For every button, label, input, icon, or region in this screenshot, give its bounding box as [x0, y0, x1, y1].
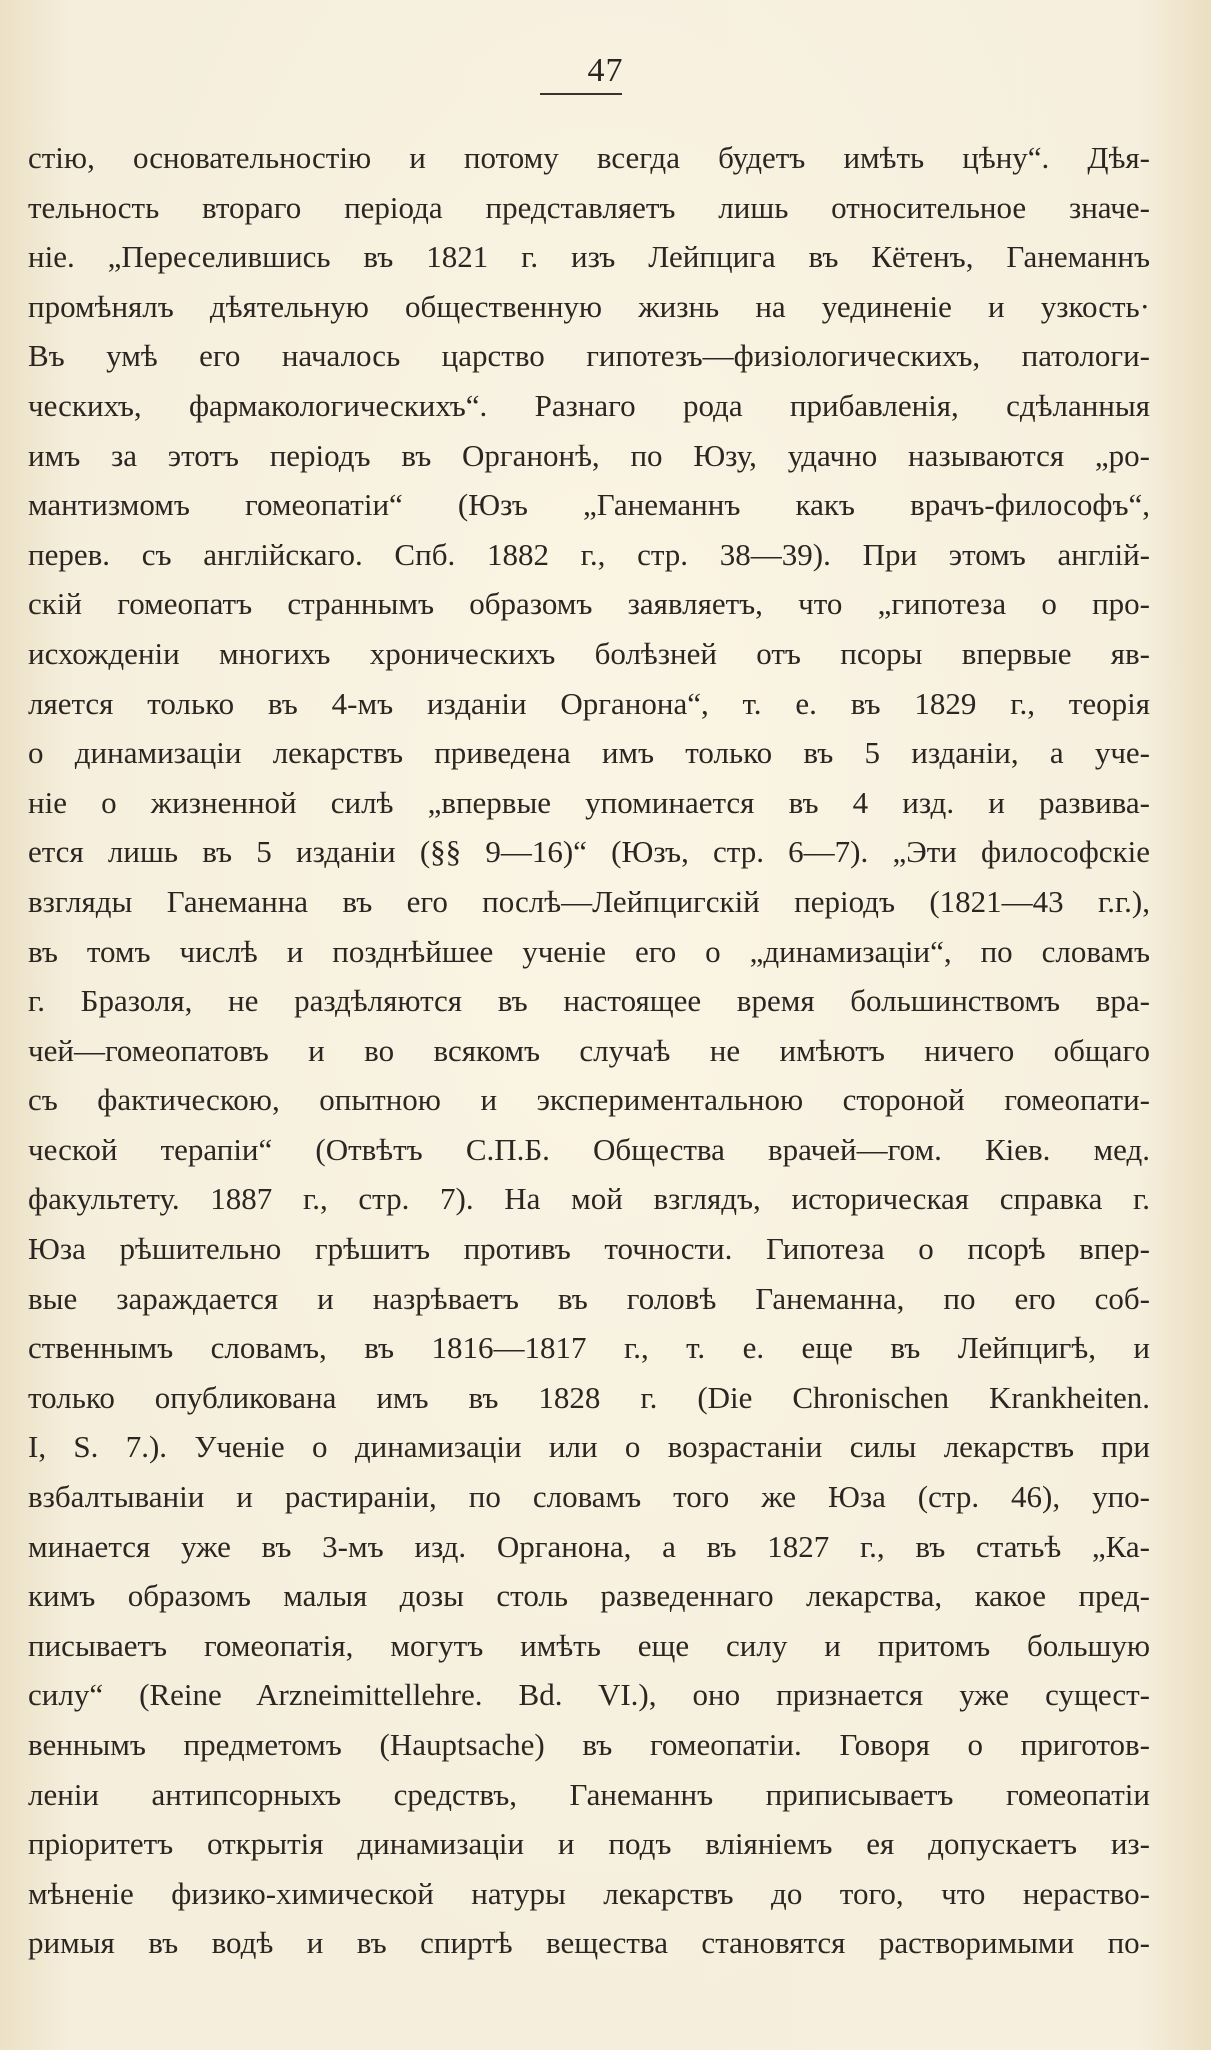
text-line: силу“ (Reine Arzneimittellehre. Bd. VI.), оно признается уже сущест-: [28, 1677, 1150, 1713]
text-line: имъ за этотъ періодъ въ Органонѣ, по Юзу, удачно называются „ро-: [28, 437, 1150, 473]
text-line: ляется только въ 4-мъ изданіи Органона“, т. е. въ 1829 г., теорія: [28, 685, 1150, 721]
text-line: тельность втораго періода представляетъ лишь относительное значе-: [28, 189, 1150, 225]
text-line: г. Бразоля, не раздѣляются въ настоящее время большинствомъ вра-: [28, 983, 1150, 1019]
text-line: скій гомеопатъ страннымъ образомъ заявляетъ, что „гипотеза о про-: [28, 586, 1150, 622]
text-line: въ томъ числѣ и позднѣйшее ученіе его о „динамизаціи“, по словамъ: [28, 933, 1150, 969]
text-line: съ фактическою, опытною и экспериментальною стороной гомеопати-: [28, 1082, 1150, 1118]
text-line: промѣнялъ дѣятельную общественную жизнь на уединеніе и узкость·: [28, 288, 1150, 324]
text-line: ческихъ, фармакологическихъ“. Разнаго рода прибавленія, сдѣланныя: [28, 387, 1150, 423]
text-line: Юза рѣшительно грѣшитъ противъ точности. Гипотеза о псорѣ впер-: [28, 1231, 1150, 1267]
text-line: исхожденіи многихъ хроническихъ болѣзней отъ псоры впервые яв-: [28, 635, 1150, 671]
text-line: минается уже въ 3-мъ изд. Органона, а въ 1827 г., въ статьѣ „Ка-: [28, 1528, 1150, 1564]
text-line: вые зараждается и назрѣваетъ въ головѣ Ганеманна, по его соб-: [28, 1280, 1150, 1316]
text-line: взбалтываніи и растираніи, по словамъ того же Юза (стр. 46), упо-: [28, 1479, 1150, 1515]
text-line: ственнымъ словамъ, въ 1816—1817 г., т. е. еще въ Лейпцигѣ, и: [28, 1330, 1150, 1366]
text-line: римыя въ водѣ и въ спиртѣ вещества становятся растворимыми по-: [28, 1925, 1150, 1961]
text-line: стію, основательностію и потому всегда будетъ имѣть цѣну“. Дѣя-: [28, 140, 1150, 175]
page-number-rule: [540, 93, 622, 95]
text-line: мантизмомъ гомеопатіи“ (Юзъ „Ганеманнъ какъ врачъ-философъ“,: [28, 487, 1150, 523]
text-line: чей—гомеопатовъ и во всякомъ случаѣ не имѣютъ ничего общаго: [28, 1032, 1150, 1068]
text-line: I, S. 7.). Ученіе о динамизаціи или о возрастаніи силы лекарствъ при: [28, 1429, 1150, 1465]
text-line: ніе о жизненной силѣ „впервые упоминается въ 4 изд. и развива-: [28, 784, 1150, 820]
text-line: ніе. „Переселившись въ 1821 г. изъ Лейпцига въ Кётенъ, Ганеманнъ: [28, 239, 1150, 275]
text-line: ется лишь въ 5 изданіи (§§ 9—16)“ (Юзъ, стр. 6—7). „Эти философскіе: [28, 834, 1150, 870]
text-line: взгляды Ганеманна въ его послѣ—Лейпцигскій періодъ (1821—43 г.г.),: [28, 883, 1150, 919]
text-line: веннымъ предметомъ (Hauptsache) въ гомеопатіи. Говоря о приготов-: [28, 1727, 1150, 1762]
page-number: 47: [587, 52, 624, 89]
text-line: Въ умѣ его началось царство гипотезъ—физіологическихъ, патологи-: [28, 338, 1150, 374]
text-line: мѣненіе физико-химической натуры лекарствъ до того, что нераство-: [28, 1875, 1150, 1911]
text-line: пріоритетъ открытія динамизаціи и подъ вліяніемъ ея допускаетъ из-: [28, 1826, 1150, 1862]
body-text: [28, 133, 1150, 1968]
text-line: о динамизаціи лекарствъ приведена имъ только въ 5 изданіи, а уче-: [28, 735, 1150, 771]
text-line: перев. съ англійскаго. Спб. 1882 г., стр. 38—39). При этомъ англій-: [28, 536, 1150, 572]
text-line: факультету. 1887 г., стр. 7). На мой взглядъ, историческая справка г.: [28, 1181, 1150, 1217]
text-line: ческой терапіи“ (Отвѣтъ С.П.Б. Общества врачей—гом. Кіев. мед.: [28, 1131, 1150, 1167]
text-line: кимъ образомъ малыя дозы столь разведеннаго лекарства, какое пред-: [28, 1578, 1150, 1614]
text-line: только опубликована имъ въ 1828 г. (Die Chronischen Krankheiten.: [28, 1379, 1150, 1415]
text-line: леніи антипсорныхъ средствъ, Ганеманнъ приписываетъ гомеопатіи: [28, 1776, 1150, 1812]
text-line: писываетъ гомеопатія, могутъ имѣть еще силу и притомъ большую: [28, 1627, 1150, 1663]
